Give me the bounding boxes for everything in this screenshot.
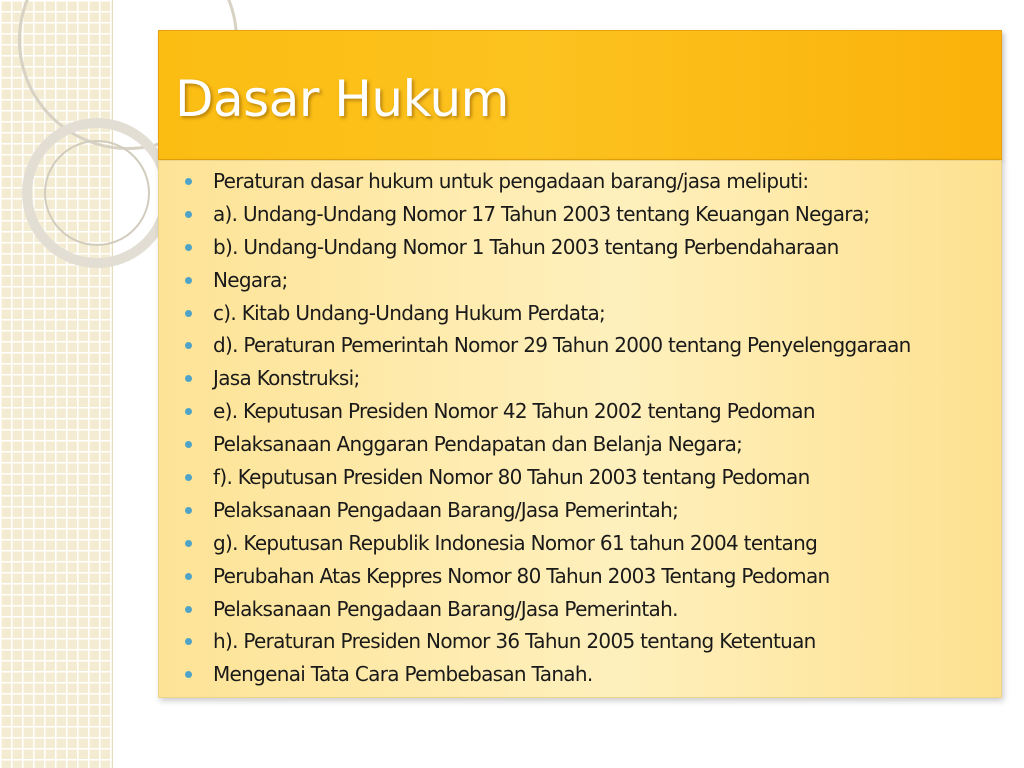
- bullet-icon: [185, 342, 192, 349]
- bullet-text: e). Keputusan Presiden Nomor 42 Tahun 2002 tentang Pedoman: [213, 399, 815, 424]
- bullet-list: [159, 161, 1001, 691]
- bullet-icon: [185, 507, 192, 514]
- bullet-item: [159, 428, 1001, 461]
- bullet-icon: [185, 211, 192, 218]
- bullet-icon: [185, 375, 192, 382]
- bullet-text: b). Undang-Undang Nomor 1 Tahun 2003 tentang Perbendaharaan: [213, 234, 839, 259]
- bullet-text: Pelaksanaan Anggaran Pendapatan dan Belanja Negara;: [213, 432, 743, 457]
- bullet-item: [159, 264, 1001, 297]
- bullet-item: [159, 297, 1001, 330]
- bullet-item: [159, 593, 1001, 626]
- bullet-icon: [185, 178, 192, 185]
- decorative-grid-strip: [0, 0, 113, 768]
- bullet-text: Mengenai Tata Cara Pembebasan Tanah.: [213, 662, 593, 687]
- bullet-item: [159, 658, 1001, 691]
- bullet-icon: [185, 474, 192, 481]
- bullet-icon: [185, 606, 192, 613]
- bullet-icon: [185, 310, 192, 317]
- bullet-item: [159, 527, 1001, 560]
- bullet-text: Perubahan Atas Keppres Nomor 80 Tahun 2003 Tentang Pedoman: [213, 563, 830, 588]
- bullet-text: Jasa Konstruksi;: [213, 366, 360, 391]
- bullet-text: g). Keputusan Republik Indonesia Nomor 61 tahun 2004 tentang: [213, 530, 818, 555]
- bullet-item: [159, 165, 1001, 198]
- bullet-item: [159, 625, 1001, 658]
- slide-title: Dasar Hukum: [175, 70, 509, 128]
- bullet-item: [159, 198, 1001, 231]
- bullet-icon: [185, 540, 192, 547]
- bullet-icon: [185, 408, 192, 415]
- bullet-item: [159, 560, 1001, 593]
- bullet-icon: [185, 671, 192, 678]
- bullet-item: [159, 395, 1001, 428]
- bullet-item: [159, 362, 1001, 395]
- bullet-item: [159, 461, 1001, 494]
- bullet-icon: [185, 638, 192, 645]
- bullet-text: Negara;: [213, 267, 288, 292]
- bullet-item: [159, 329, 1001, 362]
- bullet-text: Pelaksanaan Pengadaan Barang/Jasa Pemerintah.: [213, 596, 678, 621]
- bullet-text: h). Peraturan Presiden Nomor 36 Tahun 2005 tentang Ketentuan: [213, 629, 816, 654]
- bullet-text: c). Kitab Undang-Undang Hukum Perdata;: [213, 300, 606, 325]
- bullet-text: Peraturan dasar hukum untuk pengadaan barang/jasa meliputi:: [213, 169, 809, 193]
- bullet-item: [159, 494, 1001, 527]
- title-banner: [158, 30, 1002, 160]
- bullet-icon: [185, 244, 192, 251]
- bullet-icon: [185, 441, 192, 448]
- bullet-text: Pelaksanaan Pengadaan Barang/Jasa Pemerintah;: [213, 497, 679, 522]
- bullet-text: f). Keputusan Presiden Nomor 80 Tahun 2003 tentang Pedoman: [213, 465, 810, 490]
- bullet-text: d). Peraturan Pemerintah Nomor 29 Tahun 2000 tentang Penyelenggaraan: [213, 333, 911, 358]
- bullet-icon: [185, 277, 192, 284]
- bullet-text: a). Undang-Undang Nomor 17 Tahun 2003 tentang Keuangan Negara;: [213, 201, 870, 226]
- content-box: [158, 160, 1002, 698]
- bullet-item: [159, 231, 1001, 264]
- bullet-icon: [185, 573, 192, 580]
